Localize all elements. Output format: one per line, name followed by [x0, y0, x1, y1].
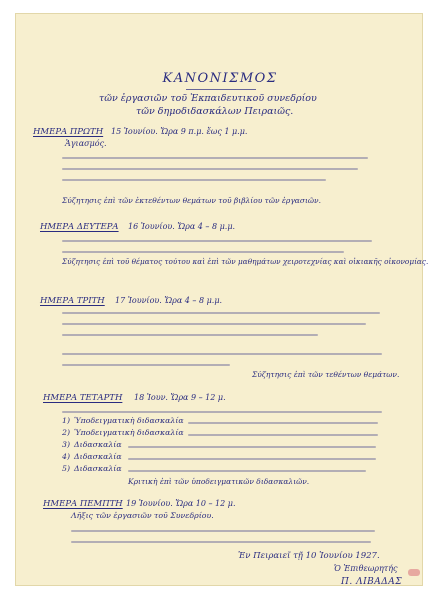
day4-critique-line: Κριτικὴ ἐπὶ τῶν ὑποδειγματικῶν διδασκαλιῶν. [128, 477, 310, 486]
day1-discussion-line: Σύζητησις ἐπὶ τῶν ἐκτεθέντων θεμάτων τοῦ βιβλίου τῶν ἐργασιῶν. [62, 196, 321, 205]
day4-heading: ΗΜΕΡΑ ΤΕΤΑΡΤΗ [43, 393, 123, 403]
day4-item-number: 1) [62, 416, 71, 425]
title-underline [186, 89, 256, 90]
day4-date-time: 18 Ἰουν. Ὥρα 9 – 12 μ. [134, 393, 226, 402]
day2-date-time: 16 Ἰουνίου. Ὥρα 4 – 8 μ.μ. [128, 222, 236, 231]
day2-discussion-line: Σύζητησις ἐπὶ τοῦ θέματος τούτου καὶ ἐπὶ τῶν μαθημάτων χειροτεχνίας καὶ οἰκιακῆς οἰκονομίας. [62, 257, 429, 266]
day4-item-label: Διδασκαλία [74, 464, 122, 473]
day3-date-time: 17 Ἰουνίου. Ὥρα 4 – 8 μ.μ. [115, 296, 223, 305]
day5-date-time: 19 Ἰουνίου. Ὥρα 10 – 12 μ. [126, 499, 236, 508]
day4-item-label: Διδασκαλία [74, 452, 122, 461]
place-date: Ἐν Πειραιεῖ τῇ 10 Ἰουνίου 1927. [238, 551, 380, 561]
day2-heading: ΗΜΕΡΑ ΔΕΥΤΕΡΑ [40, 222, 119, 232]
day4-item-number: 5) [62, 464, 71, 473]
document-subtitle-line1: τῶν ἐργασιῶν τοῦ Ἐκπαιδευτικοῦ συνεδρίου [99, 93, 317, 104]
day4-intro-illegible-line [62, 411, 382, 413]
day3-discussion-line: Σύζητησις ἐπὶ τῶν τεθέντων θεμάτων. [252, 370, 400, 379]
day4-item-label: Ὑποδειγματικὴ διδασκαλία [74, 416, 184, 425]
document-page [15, 13, 429, 587]
day4-item-label: Ὑποδειγματικὴ διδασκαλία [74, 428, 184, 437]
day4-item-number: 4) [62, 452, 71, 461]
day5-closing-line: Λῆξις τῶν ἐργασιῶν τοῦ Συνεδρίου. [71, 511, 214, 520]
day4-item-number: 3) [62, 440, 71, 449]
signature-name: Π. ΛΙΒΑΔΑΣ [341, 577, 403, 587]
day3-heading: ΗΜΕΡΑ ΤΡΙΤΗ [40, 296, 105, 306]
day1-opening-word: Ἁγιασμός. [65, 139, 107, 148]
day4-item-label: Διδασκαλία [74, 440, 122, 449]
day1-heading: ΗΜΕΡΑ ΠΡΩΤΗ [33, 127, 104, 137]
archive-stamp-smudge [408, 569, 420, 576]
day4-item-number: 2) [62, 428, 71, 437]
signature-title: Ὁ Ἐπιθεωρητής [334, 564, 398, 573]
document-subtitle-line2: τῶν δημοδιδασκάλων Πειραιῶς. [136, 106, 294, 117]
day5-heading: ΗΜΕΡΑ ΠΕΜΠΤΗ [43, 499, 123, 509]
day1-date-time: 15 Ἰουνίου. Ὥρα 9 π.μ. ἕως 1 μ.μ. [111, 127, 248, 136]
document-title: ΚΑΝΟΝΙΣΜΟΣ [162, 71, 278, 86]
